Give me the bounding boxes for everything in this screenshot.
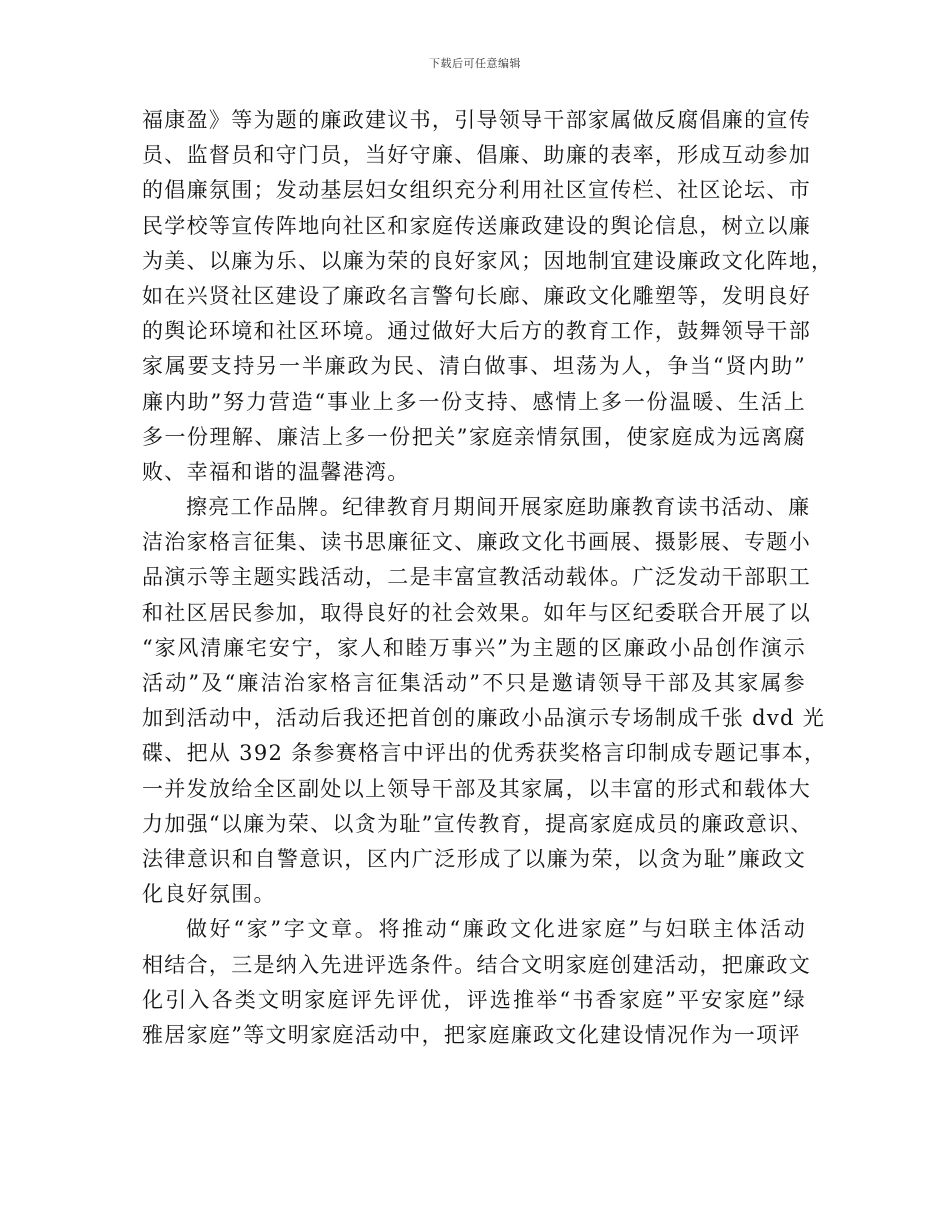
text-line: 加到活动中，活动后我还把首创的廉政小品演示专场制成千张 dvd 光 — [142, 706, 825, 731]
text-line: 家属要支持另一半廉政为民、清白做事、坦荡为人，争当“贤内助” — [142, 354, 806, 379]
text-line: 碟、把从 392 条参赛格言中评出的优秀获奖格言印制成专题记事本， — [142, 741, 827, 766]
text-line: 民学校等宣传阵地向社区和家庭传送廉政建设的舆论信息，树立以廉 — [142, 213, 811, 238]
text-line: 相结合，三是纳入先进评选条件。结合文明家庭创建活动，把廉政文 — [142, 952, 811, 977]
document-body — [142, 103, 834, 1053]
text-line: 员、监督员和守门员，当好守廉、倡廉、助廉的表率，形成互动参加 — [142, 143, 811, 168]
text-line: 品演示等主题实践活动，二是丰富宣教活动载体。广泛发动干部职工 — [142, 565, 811, 590]
text-line: 的倡廉氛围；发动基层妇女组织充分利用社区宣传栏、社区论坛、市 — [142, 178, 811, 203]
text-line: 廉内助”努力营造“事业上多一份支持、感情上多一份温暖、生活上 — [142, 389, 806, 414]
text-line: 福康盈》等为题的廉政建议书，引导领导干部家属做反腐倡廉的宣传 — [142, 108, 811, 132]
text-line: 擦亮工作品牌。纪律教育月期间开展家庭助廉教育读书活动、廉 — [186, 495, 811, 520]
text-line: 洁治家格言征集、读书思廉征文、廉政文化书画展、摄影展、专题小 — [142, 530, 811, 555]
text-line: 做好“家”字文章。将推动“廉政文化进家庭”与妇联主体活动 — [186, 917, 806, 942]
text-line: 的舆论环境和社区环境。通过做好大后方的教育工作，鼓舞领导干部 — [142, 319, 811, 344]
text-line: 化引入各类文明家庭评先评优，评选推举“书香家庭”平安家庭”绿 — [142, 987, 806, 1012]
text-line: 如在兴贤社区建设了廉政名言警句长廊、廉政文化雕塑等，发明良好 — [142, 283, 811, 308]
page-header: 下载后可任意编辑 — [429, 57, 521, 70]
paragraph — [142, 912, 811, 1053]
text-line: 化良好氛围。 — [142, 882, 276, 907]
text-line: 一并发放给全区副处以上领导干部及其家属，以丰富的形式和载体大 — [142, 776, 811, 801]
text-line: 力加强“以廉为荣、以贪为耻”宣传教育，提高家庭成员的廉政意识、 — [142, 811, 813, 836]
text-line: 和社区居民参加，取得良好的社会效果。如年与区纪委联合开展了以 — [142, 600, 811, 625]
text-line: “家风清廉宅安宁，家人和睦万事兴”为主题的区廉政小品创作演示 — [142, 635, 806, 660]
text-line: 雅居家庭”等文明家庭活动中，把家庭廉政文化建设情况作为一项评 — [142, 1022, 801, 1047]
paragraph — [142, 490, 827, 912]
text-line: 为美、以廉为乐、以廉为荣的良好家风；因地制宜建设廉政文化阵地， — [142, 248, 834, 273]
text-line: 败、幸福和谐的温馨港湾。 — [142, 459, 410, 484]
text-line: 多一份理解、廉洁上多一份把关”家庭亲情氛围，使家庭成为远离腐 — [142, 424, 806, 449]
text-line: 法律意识和自警意识，区内广泛形成了以廉为荣，以贪为耻”廉政文 — [142, 846, 806, 871]
text-line: 活动”及“廉洁治家格言征集活动”不只是邀请领导干部及其家属参 — [142, 671, 806, 695]
paragraph — [142, 103, 834, 490]
